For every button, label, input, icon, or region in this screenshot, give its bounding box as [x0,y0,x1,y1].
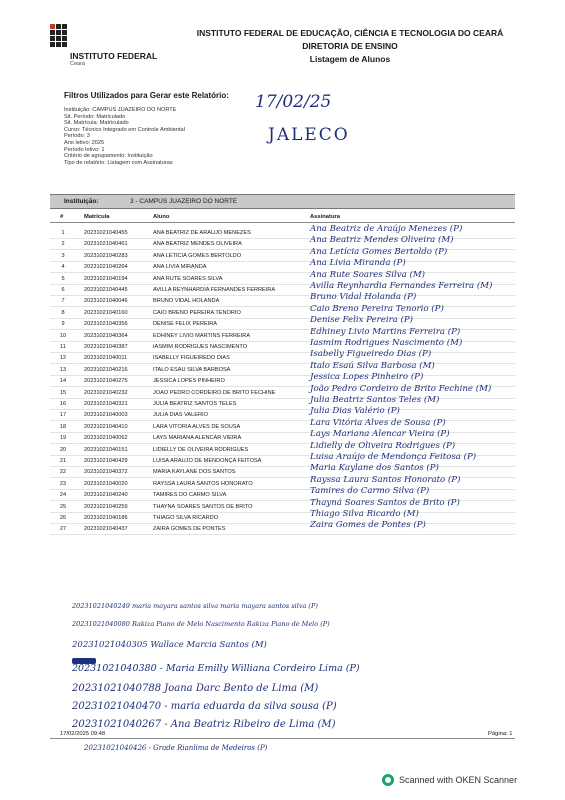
row-signature: Tamires do Carmo Silva (P) [310,486,430,497]
table-row [50,258,515,273]
row-enrollment: 20231021040275 [84,378,128,385]
row-signature: Lidielly de Oliveira Rodrigues (P) [310,440,456,451]
col-header-number: # [60,214,64,220]
footer-divider [50,738,515,739]
row-student-name: THAYNÁ SOARES SANTOS DE BRITO [153,503,253,510]
row-student-name: JESSICA LOPES PINHEIRO [153,378,225,385]
row-number: 16 [59,401,67,407]
row-signature: Rayssa Laura Santos Honorato (P) [310,474,461,485]
handwritten-date: 17/02/25 [255,92,332,112]
row-signature: Ana Livia Miranda (P) [310,258,406,269]
row-student-name: ANA LETICIA GOMES BERTOLDO [153,252,242,259]
row-enrollment: 20231021040151 [84,446,128,453]
row-enrollment: 20231021040194 [84,275,128,282]
row-enrollment: 20231021040356 [84,321,128,328]
row-signature: Ana Rute Soares Silva (M) [310,269,425,280]
row-student-name: AVILLA REYNHARDIA FERNANDES FERREIRA [153,287,276,293]
row-signature: Julia Beatriz Santos Teles (M) [310,395,440,405]
row-number: 15 [59,389,67,396]
row-number: 27 [59,526,67,533]
row-student-name: BRUNO VIDAL HOLANDA [153,298,220,305]
row-number: 19 [59,435,67,442]
filter-line: Curso: Técnico Integrado em Controle Ambiental [64,126,185,133]
row-number: 13 [59,366,67,373]
header-directorate: DIRETORIA DE ENSINO [302,41,398,51]
handwritten-entry: 20231021040788 Joana Darc Bento de Lima (M) [72,683,319,694]
row-enrollment: 20231021040283 [84,252,128,259]
row-number: 7 [61,298,65,305]
row-enrollment: 20231021040372 [84,469,128,476]
row-enrollment: 20231021040445 [84,287,128,293]
row-student-name: THIAGO SILVA RICARDO [153,515,219,521]
handwritten-entry: 20231021040080 Rakiza Piano de Melo Nascimento Rakiza Piano de Melo (P) [72,620,330,628]
row-student-name: ZAIRA GOMES DE PONTES [153,526,226,533]
row-signature: Luisa Araújo de Mendonça Feitosa (P) [310,452,477,462]
handwritten-entry: 20231021040305 Wallace Marcia Santos (M) [72,640,267,650]
header-institution: INSTITUTO FEDERAL DE EDUCAÇÃO, CIÊNCIA E TECNOLOGIA DO CEARÁ [196,28,504,38]
row-signature: Lays Mariana Alencar Vieira (P) [310,429,450,440]
row-signature: Isabelly Figueiredo Dias (P) [310,349,432,360]
row-student-name: LARA VITÓRIA ALVES DE SOUSA [153,423,241,430]
filters-title: Filtros Utilizados para Gerar este Relatório: [64,91,229,100]
footer-page: Página: 1 [488,731,513,737]
row-student-name: RAYSSA LAURA SANTOS HONORATO [153,480,253,487]
footer-timestamp: 17/02/2025 09:48 [60,731,106,737]
logo-state: Ceará [70,61,85,67]
row-enrollment: 20231021040011 [84,355,128,362]
row-student-name: CAIO BRENO PEREIRA TENORIO [153,309,241,316]
row-student-name: LAYS MARIANA ALENCAR VIEIRA [153,435,242,442]
filters-list [64,107,185,166]
row-number: 4 [61,264,65,271]
table-row [50,520,515,535]
row-signature: Jessica Lopes Pinheiro (P) [310,372,424,383]
row-signature: Ana Beatriz de Araújo Menezes (P) [310,224,463,234]
row-enrollment: 20231021040046 [84,298,128,305]
table-row [50,246,515,262]
row-signature: Thiago Silva Ricardo (M) [310,509,419,519]
row-number: 1 [61,230,65,236]
row-number: 3 [61,252,65,259]
table-row [50,281,515,296]
filter-line: Período: 3 [64,133,90,140]
row-enrollment: 20231021040429 [84,458,128,464]
institution-bar [50,194,515,209]
row-number: 25 [59,503,67,510]
row-enrollment: 20231021040455 [84,230,128,236]
handwritten-entry: 20231021040426 - Grade Rianlima de Medeiros (P) [84,744,268,752]
col-header-student: Aluno [153,214,170,220]
row-enrollment: 20231021040321 [84,401,128,407]
row-number: 26 [59,515,67,521]
row-enrollment: 20231021040240 [84,492,128,499]
handwritten-entry: 20231021040470 - maria eduarda da silva sousa (P) [72,701,337,712]
row-student-name: IASMIM RODRIGUES NASCIMENTO [153,344,248,350]
row-number: 21 [59,458,67,464]
filter-line: Ano letivo: 2025 [64,139,105,146]
row-number: 24 [59,492,67,499]
row-signature: Thayná Soares Santos de Brito (P) [310,497,460,508]
header-report-title: Listagem de Alunos [309,54,391,64]
row-signature: Maria Kaylane dos Santos (P) [310,463,439,474]
handwritten-note: JALECO [268,125,350,145]
scanner-logo-icon [382,774,394,786]
row-signature: Edhiney Livio Martins Ferreira (P) [310,326,461,337]
row-signature: Avilla Reynhardia Fernandes Ferreira (M) [310,281,493,291]
row-enrollment: 20231021040062 [84,435,128,442]
handwritten-entry: 20231021040380 - Maria Emilly Williana Cordeiro Lima (P) [72,663,360,674]
row-enrollment: 20231021040003 [84,412,128,419]
row-number: 12 [59,355,67,362]
table-row [50,509,515,524]
row-number: 2 [61,241,65,248]
row-enrollment: 20231021040186 [84,515,128,521]
row-student-name: JULIA DIAS VALÉRIO [153,412,208,419]
row-number: 22 [59,469,67,476]
filter-line: Sit. Matrícula: Matriculado [64,120,129,127]
row-student-name: TAMIRES DO CARMO SILVA [153,492,227,499]
row-enrollment: 20231021040020 [84,480,128,487]
row-enrollment: 20231021040387 [84,344,128,350]
table-row [50,360,515,376]
table-header-divider [50,222,515,223]
row-student-name: JULIA BEATRIZ SANTOS TELES [153,401,237,407]
row-enrollment: 20231021040232 [84,389,128,396]
logo-name: INSTITUTO FEDERAL [70,51,158,61]
row-enrollment: 20231021040410 [84,423,128,430]
table-row [50,303,515,319]
row-student-name: ANA BEATRIZ DE ARAUJO MENEZES [153,230,251,236]
row-student-name: EDHINEY LIVIO MARTINS FERREIRA [153,332,251,339]
filter-line: Instituição: CAMPUS JUAZEIRO DO NORTE [64,107,177,113]
table-row [50,497,515,513]
row-number: 10 [59,332,67,339]
row-signature: Lara Vitória Alves de Sousa (P) [310,417,446,428]
row-enrollment: 20231021040437 [84,526,128,533]
row-student-name: LUISA ARAUJO DE MENDONÇA FEITOSA [153,458,262,464]
row-number: 17 [59,412,67,419]
table-row [50,338,515,353]
row-signature: Caio Breno Pereira Tenorio (P) [310,303,444,314]
row-enrollment: 20231021040216 [84,366,128,373]
table-row [50,474,515,490]
row-signature: Zaira Gomes de Pontes (P) [310,520,426,531]
table-row [50,349,515,364]
institution-value: 3 - CAMPUS JUAZEIRO DO NORTE [130,198,238,205]
col-header-enrollment: Matrícula [84,214,110,220]
row-enrollment: 20231021040364 [84,332,128,339]
institution-label: Instituição: [64,198,99,205]
scanner-watermark [382,774,517,786]
row-signature: João Pedro Cordeiro de Brito Fechine (M) [310,383,492,394]
handwritten-entry: 20231021040249 maria mayara santos silva maria mayara santos silva (P) [72,602,318,610]
row-signature: Ana Letícia Gomes Bertoldo (P) [310,246,448,257]
row-number: 18 [59,423,67,430]
row-signature: Bruno Vidal Holanda (P) [310,292,417,303]
row-signature: Denise Felix Pereira (P) [310,315,414,326]
table-row [50,395,515,410]
row-enrollment: 20231021040160 [84,309,128,316]
row-enrollment: 20231021040264 [84,264,128,271]
row-enrollment: 20231021040461 [84,241,128,248]
table-row [50,292,515,307]
row-signature: Ana Beatriz Mendes Oliveira (M) [310,235,454,246]
row-student-name: ANA RUTE SOARES SILVA [153,275,223,282]
row-number: 8 [61,309,65,316]
table-row [50,452,515,467]
filter-line: Sit. Período: Matriculado [64,113,126,120]
row-student-name: DENISE FELIX PEREIRA [153,321,218,328]
filter-line: Critério de agrupamento: Instituição [64,153,153,160]
row-student-name: ANA BEATRIZ MENDES OLIVEIRA [153,241,242,248]
row-student-name: ISABELLY FIGUEIREDO DIAS [153,355,230,362]
row-student-name: JOÃO PEDRO CORDEIRO DE BRITO FECHINE [153,389,276,396]
row-student-name: ANA LIVIA MIRANDA [153,264,207,271]
row-number: 14 [59,378,67,385]
row-enrollment: 20231021040259 [84,503,128,510]
row-student-name: LIDIELLY DE OLIVEIRA RODRIGUES [153,446,249,453]
filter-line: Tipo de relatório: Listagem com Assinaturas [64,159,173,166]
row-student-name: ITALO ESAÚ SILVA BARBOSA [153,366,231,373]
row-signature: Italo Esaú Silva Barbosa (M) [310,360,435,371]
institute-logo [50,24,67,47]
col-header-signature: Assinatura [310,214,340,220]
row-number: 9 [61,321,65,328]
row-number: 6 [61,287,65,293]
row-number: 5 [61,275,65,282]
table-row [50,383,515,399]
row-student-name: MARIA KAYLANE DOS SANTOS [153,469,236,476]
scanner-text: Scanned with OKEN Scanner [399,775,518,785]
filter-line: Período letivo: 1 [64,146,105,153]
row-number: 23 [59,480,67,487]
handwritten-entry: 20231021040267 - Ana Beatriz Ribeiro de Lima (M) [72,719,336,730]
row-number: 11 [60,344,66,350]
row-number: 20 [59,446,67,453]
row-signature: Julia Dias Valério (P) [310,406,400,417]
row-signature: Iasmim Rodrigues Nascimento (M) [310,338,463,348]
